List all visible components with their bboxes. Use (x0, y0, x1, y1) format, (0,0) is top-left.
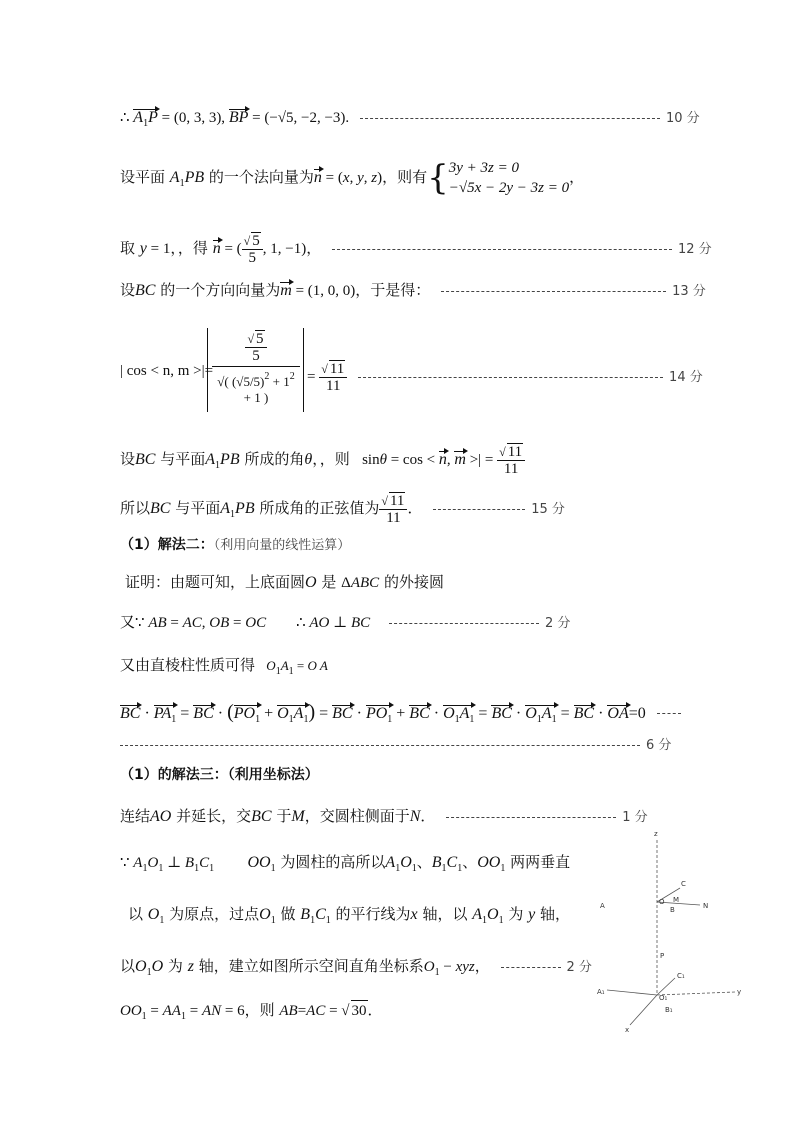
line-vectors: ∴ $A_1P = (0$, 3, 3), BP = (−√5, −2, −3). 10 分 (120, 107, 700, 134)
line-cos-formula: | cos < n, m >|= (120, 363, 214, 379)
line-connect-ao: 连结AO 并延长，交BC 于M，交圆柱侧面于N． 1 分 (120, 807, 648, 825)
line-prism-property: 又由直棱柱性质可得 $O_1A_1 = O$ A (120, 656, 328, 677)
cos-fraction: √ 5 5 √( $(√5/5)^2 + 1^2 + 1$ ) (212, 330, 300, 406)
line-proof-start: 证明：由题可知，上底面圆O 是 ΔABC 的外接圆 (125, 573, 444, 591)
section-method-three: （1）的解法三：（利用坐标法） (120, 767, 319, 783)
score-12: 12 分 (678, 242, 712, 257)
score-10: 10 分 (665, 111, 700, 126)
line-normal-vector: 设平面 $A_1PB$ 的一个法向量为n = (x, y, z)，则有{ 3y + 3z = 0 −√5x − 2y − 3z = 0 ， (120, 158, 585, 198)
label-a: A (600, 902, 605, 910)
label-y: y (737, 988, 742, 996)
label-m: M (673, 896, 680, 904)
line-sine-value: 所以BC 与平面$A_1PB$ 所成角的正弦值为 $\frac{√ 11}{11}$ ． 15 分 (120, 493, 565, 526)
line-lengths: $OO_1 = AA_1$ = AN = 6，则 AB=AC = √ 30． (120, 1001, 383, 1022)
label-o1: O₁ (659, 994, 668, 1002)
label-x: x (625, 1026, 630, 1034)
abs-bar-right (303, 328, 304, 412)
label-o: O (659, 898, 665, 906)
x-axis (630, 995, 657, 1025)
label-n: N (703, 902, 709, 910)
label-c: C (681, 880, 686, 888)
label-a1: A₁ (597, 988, 605, 996)
line-coordinate-system: 以$O_1O$ 为 z 轴，建立如图所示空间直角坐标系$O_1$ − xyz， 2 分 (120, 957, 592, 978)
line-vector-calc: BC · $PA_1$ = BC · $(PO_1 + O_1A_1)$ = BC · $PO_1$ + BC · $O_1A_1$ = BC · $O_1A_1$ = BC · OA=0 (120, 702, 687, 730)
score-13: 13 分 (672, 284, 706, 299)
score-1: 1 分 (622, 810, 648, 825)
label-b1: B₁ (665, 1006, 673, 1014)
line-perpendicular: ∵ $A_1O_1$ ⊥ $B_1C_1$ $OO_1$ 为圆柱的高所以$A_1O_1$、$B_1C_1$、$OO_1$ 两两垂直 (120, 853, 571, 874)
line-ao-perp-bc: 又∵ AB = AC, OB = OC ∴ AO ⊥ BC 2 分 (120, 613, 571, 631)
abs-bar-left (207, 328, 208, 412)
cos-result: = $\frac{√ 11}{11}$ 14 分 (307, 361, 703, 394)
score-14: 14 分 (669, 370, 703, 385)
score-6: 6 分 (646, 738, 672, 753)
score-2: 2 分 (544, 616, 571, 631)
score-15: 15 分 (531, 502, 565, 517)
bottom-chord (607, 990, 657, 995)
line-score-6 (120, 734, 671, 756)
line-angle-theta: 设BC 与平面$A_1PB$ 所成的角θ，，则 sinθ = cos < n, m >| = $\frac{√ 11}{11}$ (120, 443, 525, 477)
y-axis (657, 992, 735, 995)
label-z: z (654, 830, 658, 838)
coordinate-diagram (585, 820, 745, 1040)
label-c1: C₁ (677, 972, 685, 980)
score-2b: 2 分 (566, 960, 592, 975)
line-origin: 以 $O_1$ 为原点，过点$O_1$ 做 $B_1C_1$ 的平行线为x 轴，以 $A_1O_1$ 为 y 轴， (128, 905, 571, 926)
bottom-chord-2 (657, 978, 675, 995)
line-take-y: 取 y = 1，，得 n = ( $\frac{√ 5}{5}$ , 1, −1)， 12 分 (120, 233, 712, 266)
label-b: B (670, 906, 675, 914)
section-method-two: （1）解法二：（利用向量的线性运算） (120, 537, 351, 553)
line-direction-vector: 设BC 的一个方向向量为m = (1, 0, 0)，于是得： 13 分 (120, 281, 706, 299)
label-p: P (660, 952, 665, 960)
